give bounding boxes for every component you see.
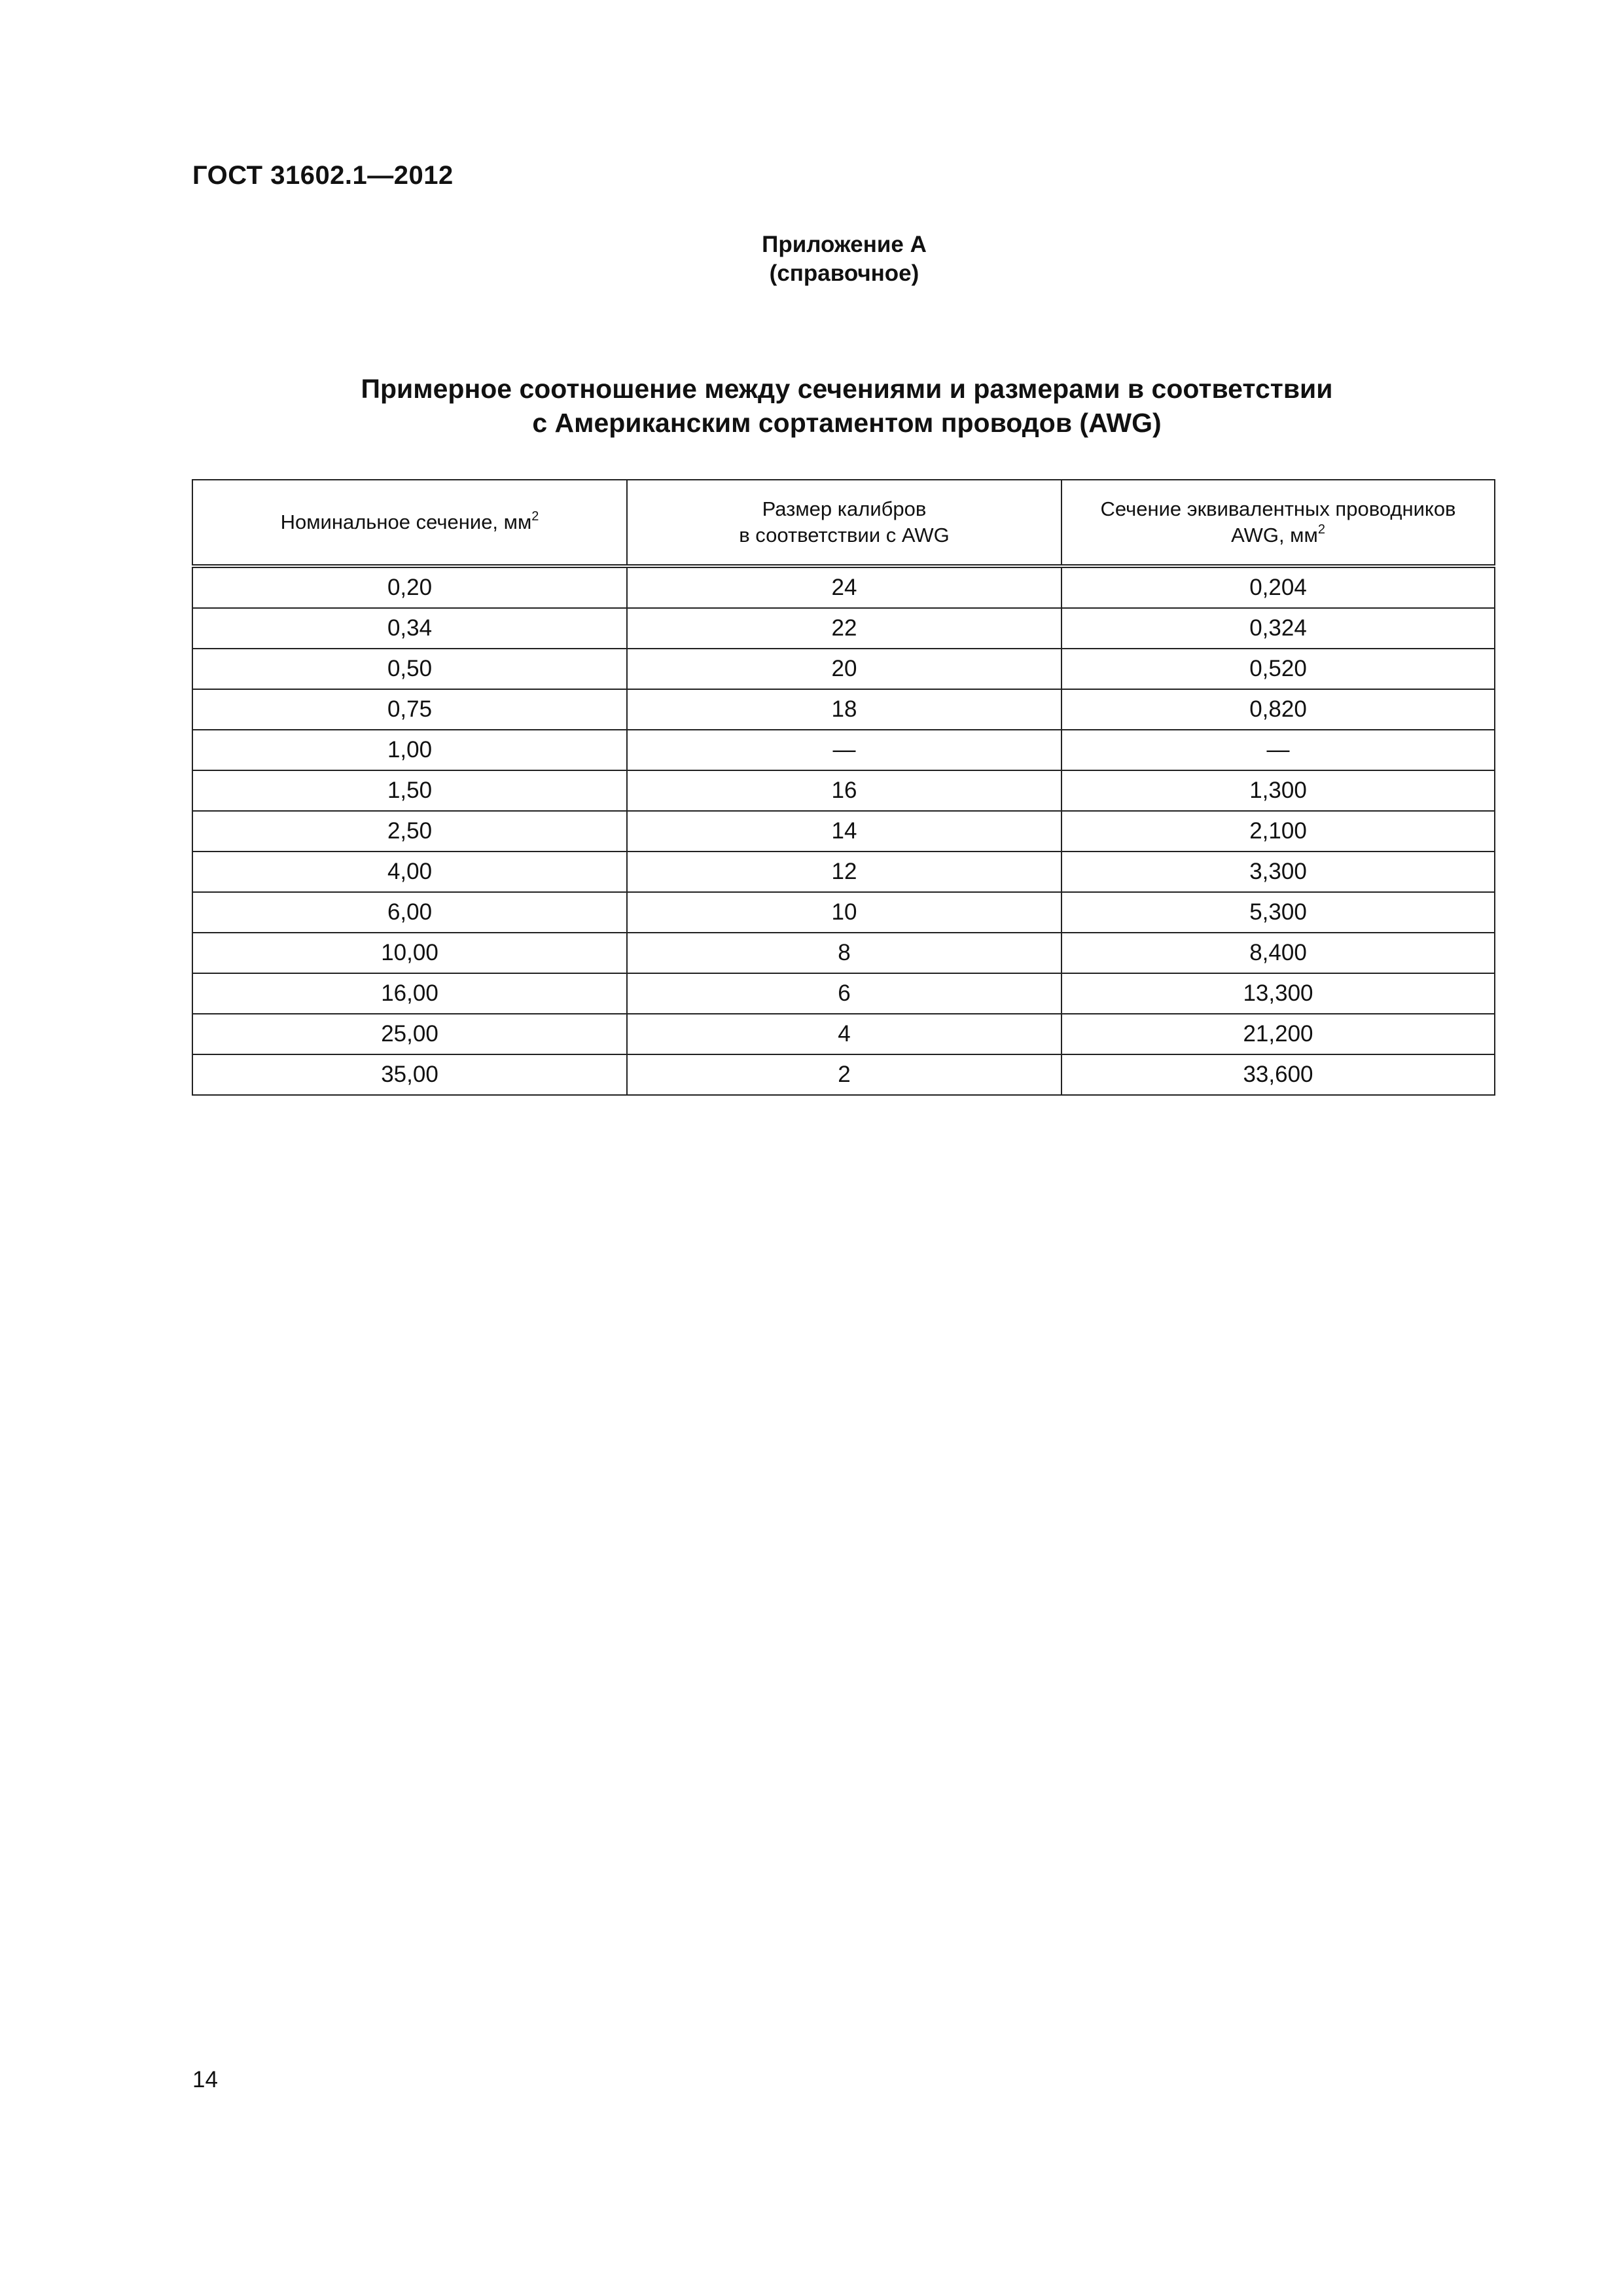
table-row bbox=[192, 730, 1495, 770]
table-row bbox=[192, 689, 1495, 730]
table-cell: 6,00 bbox=[192, 892, 627, 933]
table-cell: 2,50 bbox=[192, 811, 627, 852]
table-cell: 6 bbox=[627, 973, 1061, 1014]
table-cell: 33,600 bbox=[1061, 1054, 1495, 1095]
table-title-line-1: Примерное соотношение между сечениями и размерами в соответствии bbox=[361, 374, 1333, 404]
table-cell: 4 bbox=[627, 1014, 1061, 1054]
table-cell: — bbox=[627, 730, 1061, 770]
column-header-text: AWG, мм bbox=[1231, 524, 1318, 547]
table-cell: 0,324 bbox=[1061, 608, 1495, 649]
table-cell: 20 bbox=[627, 649, 1061, 689]
column-header-line: Сечение эквивалентных проводников bbox=[1100, 497, 1456, 520]
table-cell: 5,300 bbox=[1061, 892, 1495, 933]
table-cell: 0,520 bbox=[1061, 649, 1495, 689]
table-title-line-2: с Американским сортаментом проводов (AWG) bbox=[532, 408, 1162, 438]
table-cell: 1,00 bbox=[192, 730, 627, 770]
table-cell: 0,204 bbox=[1061, 566, 1495, 608]
table-cell: 8,400 bbox=[1061, 933, 1495, 973]
table-cell: 0,75 bbox=[192, 689, 627, 730]
table-header-row bbox=[192, 480, 1495, 566]
superscript: 2 bbox=[1317, 522, 1325, 537]
table-cell: — bbox=[1061, 730, 1495, 770]
table-row bbox=[192, 1014, 1495, 1054]
table-cell: 24 bbox=[627, 566, 1061, 608]
column-header-line: Размер калибров bbox=[762, 497, 927, 520]
table-cell: 18 bbox=[627, 689, 1061, 730]
appendix-type: (справочное) bbox=[769, 260, 919, 286]
table-cell: 1,50 bbox=[192, 770, 627, 811]
table-row bbox=[192, 892, 1495, 933]
table-cell: 35,00 bbox=[192, 1054, 627, 1095]
table-cell: 8 bbox=[627, 933, 1061, 973]
table-cell: 10 bbox=[627, 892, 1061, 933]
table-cell: 21,200 bbox=[1061, 1014, 1495, 1054]
table-cell: 12 bbox=[627, 852, 1061, 892]
table-cell: 3,300 bbox=[1061, 852, 1495, 892]
table-cell: 22 bbox=[627, 608, 1061, 649]
column-header-text: Номинальное сечение, мм bbox=[280, 511, 532, 533]
table-row bbox=[192, 566, 1495, 608]
appendix-label: Приложение А bbox=[762, 232, 927, 257]
appendix-heading bbox=[0, 230, 1623, 288]
table-row bbox=[192, 852, 1495, 892]
column-header-equivalent-section bbox=[1061, 480, 1495, 566]
table-row bbox=[192, 973, 1495, 1014]
column-header-line bbox=[1069, 522, 1488, 548]
table-row bbox=[192, 770, 1495, 811]
table-row bbox=[192, 608, 1495, 649]
table-title bbox=[192, 372, 1501, 440]
table-cell: 0,50 bbox=[192, 649, 627, 689]
page-number: 14 bbox=[192, 2067, 218, 2092]
table-body bbox=[192, 566, 1495, 1095]
table-cell: 4,00 bbox=[192, 852, 627, 892]
column-header-nominal-section bbox=[192, 480, 627, 566]
table-row bbox=[192, 1054, 1495, 1095]
table-cell: 2 bbox=[627, 1054, 1061, 1095]
table-cell: 0,820 bbox=[1061, 689, 1495, 730]
table-row bbox=[192, 933, 1495, 973]
table-cell: 0,34 bbox=[192, 608, 627, 649]
table-row bbox=[192, 649, 1495, 689]
table-cell: 16,00 bbox=[192, 973, 627, 1014]
table-cell: 0,20 bbox=[192, 566, 627, 608]
superscript: 2 bbox=[531, 509, 539, 524]
table-cell: 16 bbox=[627, 770, 1061, 811]
table-cell: 13,300 bbox=[1061, 973, 1495, 1014]
document-code: ГОСТ 31602.1—2012 bbox=[192, 161, 454, 190]
column-header-gauge-size bbox=[627, 480, 1061, 566]
table-row bbox=[192, 811, 1495, 852]
table-cell: 25,00 bbox=[192, 1014, 627, 1054]
table-cell: 14 bbox=[627, 811, 1061, 852]
table-cell: 1,300 bbox=[1061, 770, 1495, 811]
table-cell: 2,100 bbox=[1061, 811, 1495, 852]
awg-table bbox=[192, 479, 1495, 1096]
table-cell: 10,00 bbox=[192, 933, 627, 973]
column-header-line: в соответствии с AWG bbox=[739, 524, 950, 547]
